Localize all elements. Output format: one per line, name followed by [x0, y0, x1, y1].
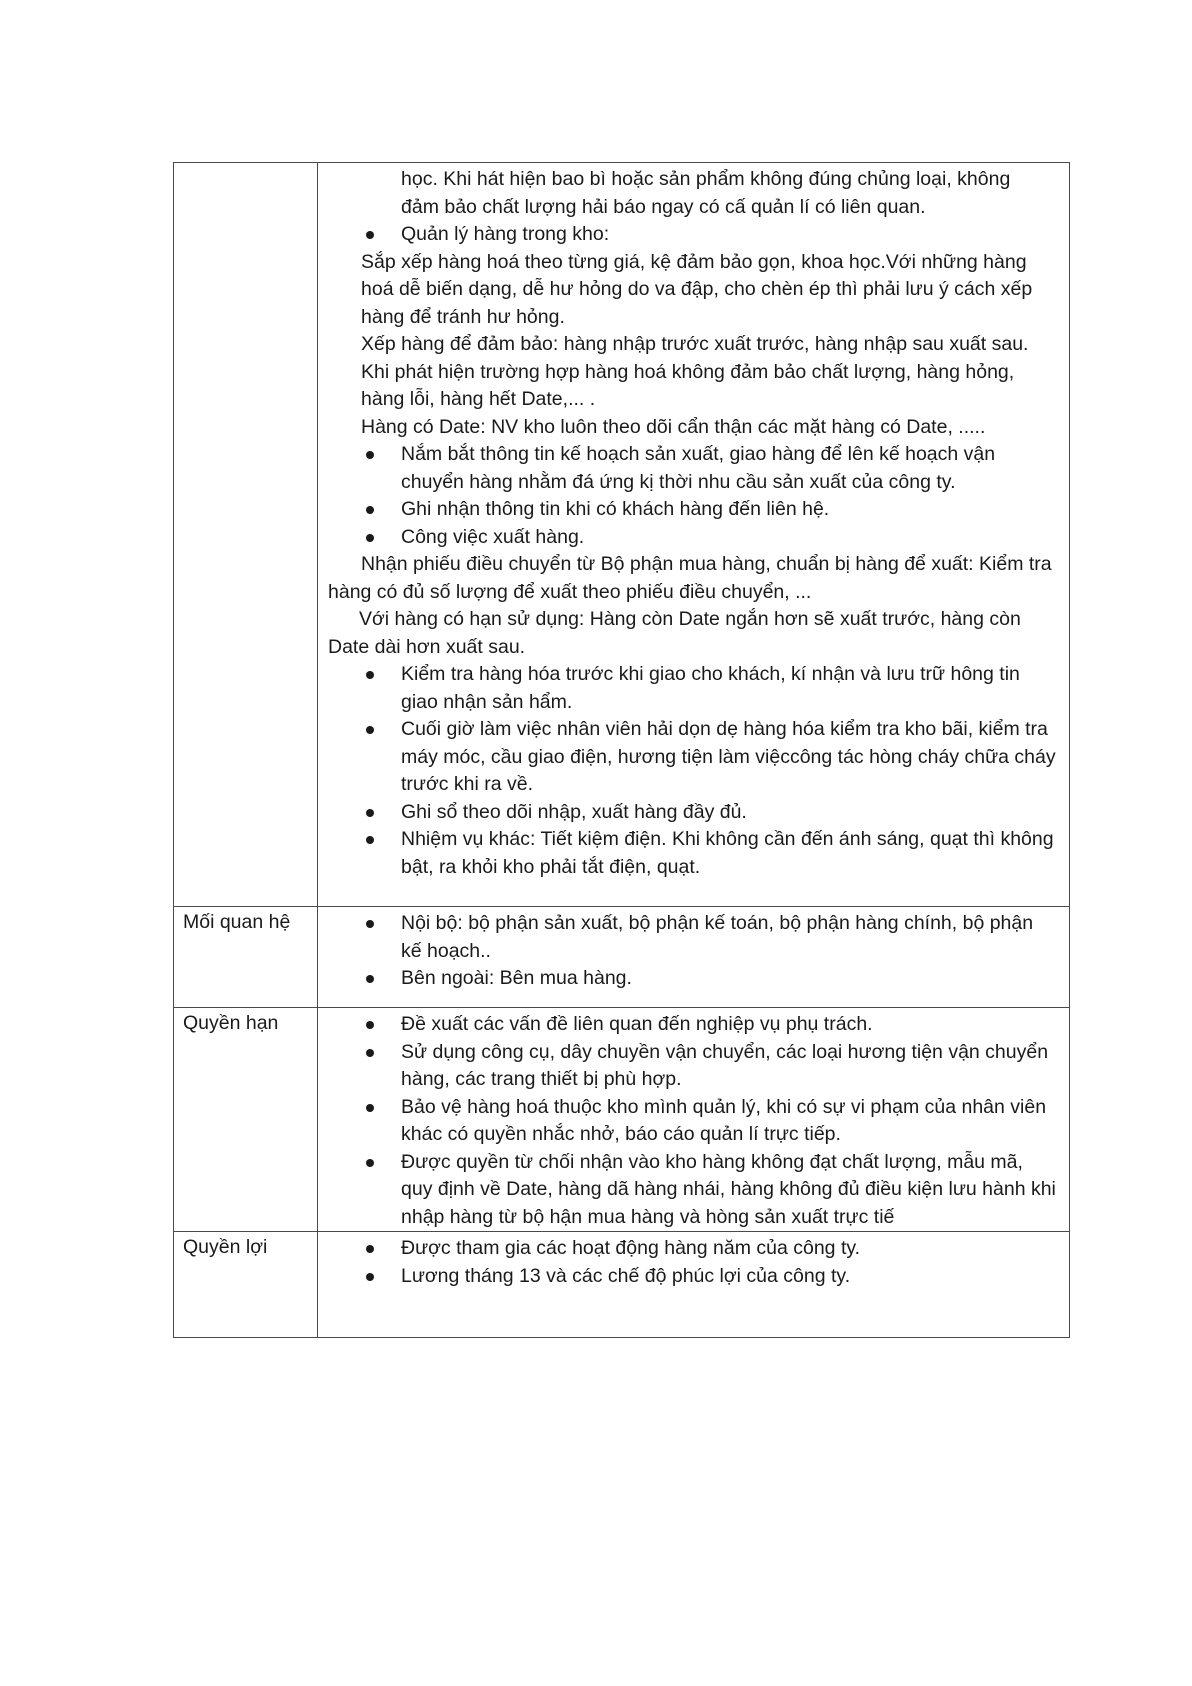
paragraph: Nhận phiếu điều chuyển từ Bộ phận mua hàng, chuẩn bị hàng để xuất: Kiểm tra hàng có đủ số lượng để xuất theo phiếu điều chuyển, ...	[328, 553, 1052, 603]
list-item: Cuối giờ làm việc nhân viên hải dọn dẹ hàng hóa kiểm tra kho bãi, kiểm tra máy móc, cầu giao điện, hương tiện làm việccông tác hòng cháy chữa cháy trước khi ra về.	[318, 716, 1059, 799]
bullet-icon	[366, 726, 374, 734]
bullet-icon	[366, 506, 374, 514]
list-item: Quản lý hàng trong kho:	[318, 221, 1059, 249]
duties-row	[174, 163, 1070, 907]
list-item: Nắm bắt thông tin kế hoạch sản xuất, giao hàng để lên kế hoạch vận chuyển hàng nhằm đá ứng kị thời nhu cầu sản xuất của công ty.	[318, 441, 1059, 496]
bullet-icon	[366, 975, 374, 983]
list-item: Sử dụng công cụ, dây chuyền vận chuyển, các loại hương tiện vận chuyển hàng, các trang thiết bị phù hợp.	[318, 1039, 1059, 1094]
paragraph: Với hàng có hạn sử dụng: Hàng còn Date ngắn hơn sẽ xuất trước, hàng còn Date dài hơn xuất sau.	[328, 608, 1021, 658]
row-label: Mối quan hệ	[183, 911, 291, 933]
list-item: Lương tháng 13 và các chế độ phúc lợi của công ty.	[318, 1263, 1059, 1291]
benefits-content-cell	[318, 1232, 1070, 1338]
bullet-icon	[366, 1159, 374, 1167]
row-label: Quyền lợi	[183, 1236, 268, 1258]
relations-label-cell	[174, 907, 318, 1008]
bullet-icon	[366, 1104, 374, 1112]
list-item: Ghi nhận thông tin khi có khách hàng đến liên hệ.	[318, 496, 1059, 524]
bullet-icon	[366, 671, 374, 679]
row-label: Quyền hạn	[183, 1012, 279, 1034]
duties-content-cell	[318, 163, 1070, 907]
bullet-icon	[366, 920, 374, 928]
paragraph: Hàng có Date: NV kho luôn theo dõi cẩn thận các mặt hàng có Date, .....	[361, 415, 986, 438]
list-item: Bảo vệ hàng hoá thuộc kho mình quản lý, khi có sự vi phạm của nhân viên khác có quyền nhắc nhở, báo cáo quản lí trực tiếp.	[318, 1094, 1059, 1149]
paragraph: Xếp hàng để đảm bảo: hàng nhập trước xuất trước, hàng nhập sau xuất sau.	[361, 333, 1029, 355]
authority-row	[174, 1008, 1070, 1232]
bullet-icon	[366, 1245, 374, 1253]
bullet-icon	[366, 809, 374, 817]
relations-content-cell	[318, 907, 1070, 1008]
bullet-icon	[366, 1049, 374, 1057]
benefits-row	[174, 1232, 1070, 1338]
authority-label-cell	[174, 1008, 318, 1232]
list-item: Được tham gia các hoạt động hàng năm của công ty.	[318, 1235, 1059, 1263]
list-item: Công việc xuất hàng.	[318, 524, 1059, 552]
bullet-icon	[366, 534, 374, 542]
relations-row	[174, 907, 1070, 1008]
bullet-icon	[366, 1021, 374, 1029]
bullet-icon	[366, 451, 374, 459]
list-item: Ghi sổ theo dõi nhập, xuất hàng đầy đủ.	[318, 799, 1059, 827]
job-description-table	[173, 162, 1070, 1338]
duties-label-cell	[174, 163, 318, 907]
intro-line: học. Khi hát hiện bao bì hoặc sản phẩm không đúng chủng loại, không	[401, 168, 1011, 190]
paragraph: Sắp xếp hàng hoá theo từng giá, kệ đảm bảo gọn, khoa học.Với những hàng hoá dễ biến dạng, dễ hư hỏng do va đập, cho chèn ép thì phải lưu ý cách xếp hàng để tránh hư hỏng.	[361, 250, 1033, 328]
list-item: Nội bộ: bộ phận sản xuất, bộ phận kế toán, bộ phận hàng chính, bộ phận kế hoạch..	[318, 910, 1059, 965]
paragraph: Khi phát hiện trường hợp hàng hoá không đảm bảo chất lượng, hàng hỏng, hàng lỗi, hàng hết Date,... .	[361, 360, 1015, 410]
intro-line: đảm bảo chất lượng hải báo ngay có cấ quản lí có liên quan.	[401, 195, 926, 218]
authority-content-cell	[318, 1008, 1070, 1232]
list-item: Kiểm tra hàng hóa trước khi giao cho khách, kí nhận và lưu trữ hông tin giao nhận sản hẩm.	[318, 661, 1059, 716]
bullet-icon	[366, 836, 374, 844]
list-item: Nhiệm vụ khác: Tiết kiệm điện. Khi không cần đến ánh sáng, quạt thì không bật, ra khỏi kho phải tắt điện, quạt.	[318, 826, 1059, 881]
benefits-label-cell	[174, 1232, 318, 1338]
list-item: Bên ngoài: Bên mua hàng.	[318, 965, 1059, 993]
bullet-icon	[366, 1273, 374, 1281]
bullet-icon	[366, 231, 374, 239]
list-item: Được quyền từ chối nhận vào kho hàng không đạt chất lượng, mẫu mã, quy định về Date, hàng dã hàng nhái, hàng không đủ điều kiện lưu hành khi nhập hàng từ bộ hận mua hàng và hòng sản xuất trực tiế	[318, 1149, 1059, 1232]
list-item: Đề xuất các vấn đề liên quan đến nghiệp vụ phụ trách.	[318, 1011, 1059, 1039]
